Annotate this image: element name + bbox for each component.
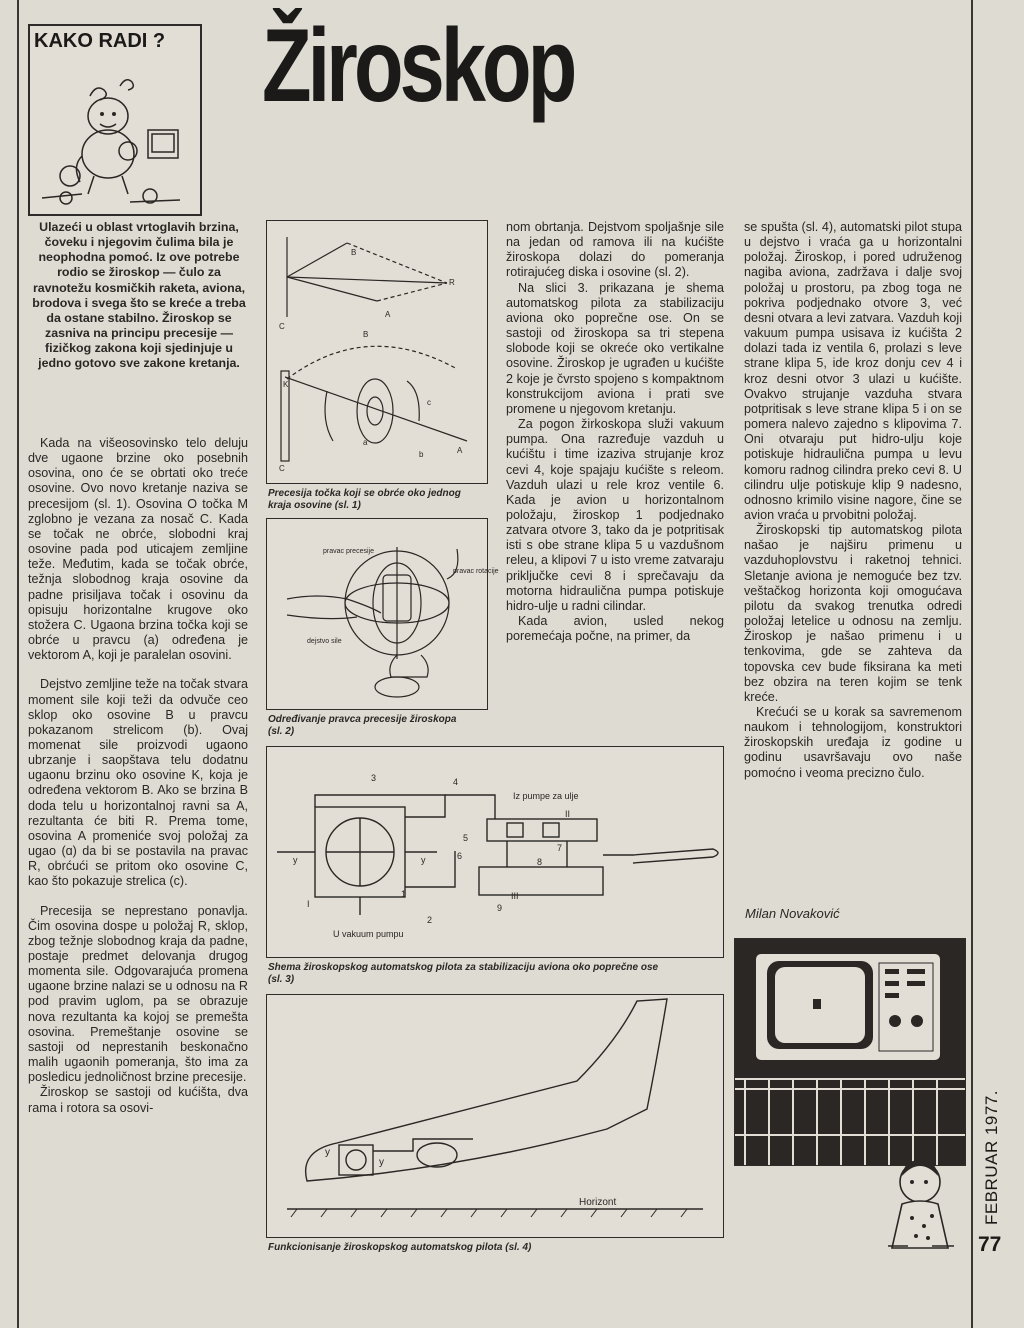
fig3-label: 6 — [457, 851, 463, 861]
fig3-label: 7 — [557, 843, 563, 853]
cartoon-box — [734, 938, 966, 1166]
col4-paragraph: Žiroskopski tip automatskog pilota našao je najširu primenu u vazduhoplovstvu i raketnoj tehnici. Sletanje aviona je nemoguće bez tzv. veštačkog horizonta koji omogućava pilotu da svakog trenutka odredi položaj letelice u odnosu na zemlju. Žiroskop je našao primenu i u tenkovima, gde se zahteva da topovska cev bude fiksirana ka meti bez obzira na teren kojim se tenk kreće. — [744, 523, 962, 704]
fig4-label: y — [379, 1157, 384, 1168]
issue-date: FEBRUAR 1977. — [982, 1090, 1001, 1225]
fig3-label: I — [307, 899, 310, 909]
col4-paragraph: Krećući se u korak sa savremenom naukom i tehnologijom, konstruktori žiroskopskih uređaja iz godine u godinu usavršavaju ovo naše pomoćno i veoma precizno čulo. — [744, 705, 962, 780]
fig1-label: K — [283, 380, 289, 389]
figure-2 — [266, 518, 499, 710]
fig3-label: 9 — [497, 903, 503, 913]
col1-paragraph: Dejstvo zemljine teže na točak stvara moment sile koji teži da odvuče ceo sklop oko osovine B u pravcu pokazanom strelicom (b). Ovaj momenat sile proizvodi ugaono ubrzanje i saopštava telu dodatnu ugaonu brzinu oko osovine K, koja je određena vektorom B. Ako se brzina B doda telu u horizontalnoj ravni sa A, rezultanta će biti R. Prema tome, osovina A promeniće svoj položaj za ugao (ɑ) da bi se postavila na pravac R, obrćući se pritom oko osovine C, kao što pokazuje strelica (c). — [28, 677, 248, 889]
figure-1-caption: Precesija točka koji se obrće oko jednog kraja osovine (sl. 1) — [268, 488, 461, 511]
tv-cartoon — [735, 939, 965, 1165]
author-byline: Milan Novaković — [745, 906, 840, 921]
fig3-label: III — [511, 891, 519, 901]
figure-4-caption: Funkcionisanje žiroskopskog automatskog pilota (sl. 4) — [268, 1242, 532, 1253]
fig3-label: Iz pumpe za ulje — [513, 791, 579, 801]
fig3-label: 5 — [463, 833, 469, 843]
col3-paragraph: nom obrtanja. Dejstvom spoljašnje sile na jedan od ramova ili na kućište žiroskopa dolazi do pomeranja rotirajućeg diska i osovine (sl. 2). — [506, 220, 724, 280]
figure-3 — [266, 746, 724, 958]
fig1-label: R — [449, 278, 455, 287]
column-3 — [506, 220, 724, 644]
col1-paragraph: Žiroskop se sastoji od kućišta, dva rama i rotora sa osovi- — [28, 1085, 248, 1115]
fig4-label: y — [325, 1147, 330, 1158]
fig1-label: A — [385, 310, 391, 319]
col1-paragraph: Precesija se neprestano ponavlja. Čim osovina dospe u položaj R, sklop, zbog težnje slobodnog kraja da padne, postaje predmet delovanja drugog momenta sile. Odgovarajuća promena ugaone brzine nalazi se u odnosu na R pod pravim uglom, pa se obrazuje nova rezultanta ka kojoj se premešta osovina. Premeštanje osovine se sastoji od neprestanih beskonačno malih ugaonih pomeranja, što ima za posledicu jednoličnost brzine precesije. — [28, 903, 248, 1085]
fig3-label: 2 — [427, 915, 433, 925]
col4-paragraph: se spušta (sl. 4), automatski pilot stupa u dejstvo i vraća ga u horizontalni položaj. Žiroskop, i pored udruženog nagiba aviona, zadržava i dalje svoj položaj u prostoru, pa zbog toga ne pokriva podjednako otvore 3, već desni otvara a levi zatvara. Vazduh koji vakuum pumpa usisava iz kućišta 2 dolazi tada iz ventila 6, prolazi s leve strane klipa 5, ide kroz donju cev 4 i kroz desni otvor 3 ulazi u kućište. Ovakvo strujanje vazduha stvara potpritisak s leve strane klipa 5 i on se pomera nalevo zajedno s klipovima 7. Oni otvaraju put hidro-ulju koje potiskuje hidraulična pumpa u levu komoru radnog cilindra preko cevi 8. U cilindru ulje potiskuje klip 9 nadesno, odnosno krimilo visine nagore, čine se avion vraća u prvobitni položaj. — [744, 220, 962, 522]
fig3-label: U vakuum pumpu — [333, 929, 404, 939]
figure-3-caption: Shema žiroskopskog automatskog pilota za stabilizaciju aviona oko poprečne ose (sl. 3) — [268, 962, 659, 985]
child-cartoon — [868, 1156, 968, 1256]
right-margin-rule — [971, 0, 973, 1328]
figure-4 — [266, 994, 724, 1238]
fig1-label: C — [279, 464, 285, 473]
fig3-label: y — [421, 855, 426, 865]
fig1-label: B — [363, 330, 369, 339]
fig3-label: II — [565, 809, 571, 819]
figure-1 — [266, 220, 488, 484]
fig1-label: c — [427, 398, 431, 407]
section-label: KAKO RADI ? — [34, 30, 166, 52]
fig2-label: pravac rotacije — [453, 568, 499, 575]
page-title: Žiroskop — [262, 8, 574, 124]
lead-paragraph: Ulazeći u oblast vrtoglavih brzina, čoveku i njegovim čulima bila je neophodna pomoć. Iz ove potrebe rodio se žiroskop — čulo za ravnotežu kosmičkih raketa, aviona, brodova i svega što se kreće a treba da ostane stabilno. Žiroskop se zasniva na principu precesije — fizičkog zakona koji sjedinjuje u jedno gotovo sve zakone kretanja. — [32, 220, 246, 371]
figure-2-caption: Određivanje pravca precesije žiroskopa (sl. 2) — [268, 714, 457, 737]
fig3-label: 4 — [453, 777, 459, 787]
left-margin-rule — [17, 0, 19, 1328]
fig4-label: Horizont — [579, 1197, 617, 1208]
col3-paragraph: Kada avion, usled nekog poremećaja počne, na primer, da — [506, 614, 724, 644]
col3-paragraph: Za pogon žirkoskopa služi vakuum pumpa. Ona razređuje vazduh u kućištu i time izaziva strujanje kroz cevi 4, koje spajaju kućište s releom. Vazduh ulazi u rele kroz ventile 6. Kada je avion u horizontalnom položaju, žiroskop 1 podjednako zatvara otvore 3, tako da je potpritisak isti s obe strane klipa 5 u vazdušnom releu, a klipovi 7 u isto vreme zatvaraju priključke cevi 8 i sprečavaju da motorna hidraulična pumpa potiskuje hidro-ulje u radni cilindar. — [506, 417, 724, 613]
fig2-label: dejstvo sile — [307, 638, 342, 645]
fig1-label: a — [363, 438, 368, 447]
fig1-label: C — [279, 322, 285, 331]
fig1-label: A — [457, 446, 463, 455]
fig3-label: 8 — [537, 857, 543, 867]
col3-paragraph: Na slici 3. prikazana je shema automatskog pilota za stabilizaciju aviona oko poprečne ose. On se sastoji od žiroskopa sa tri stepena slobode koji se okreće oko vertikalne osovine. Žiroskop je ugrađen u kućište 2 koje je čvrsto spojeno s kompaktnom konstrukcijom aviona i prati sve promene u njegovom kretanju. — [506, 280, 724, 416]
column-4 — [744, 220, 962, 781]
cartoon-illustration — [30, 26, 200, 214]
fig3-label: y — [293, 855, 298, 865]
fig1-label: B — [351, 248, 357, 257]
fig3-label: 3 — [371, 773, 377, 783]
page-number: 77 — [978, 1233, 1002, 1256]
fig2-label: pravac precesije — [323, 548, 374, 555]
fig3-label: 1 — [401, 889, 407, 899]
column-1 — [28, 436, 248, 1116]
fig1-label: b — [419, 450, 424, 459]
col1-paragraph: Kada na višeosovinsko telo deluju dve ugaone brzine oko posebnih osovina, ono će se obrtati oko treće osovine. Ovo novo kretanje naziva se precesijom (sl. 1). Osovina O točka M zglobno je vezana za nosač C. Kada se točak ne obrće, slobodni kraj osovine pada pod uticajem zemljine teže. Međutim, kada se točak obrće, težnja slobodnog kraja osovine da padne prisiljava točak i osovinu da opisuju horizontalne krugove oko stožera C. Ugaona brzina točka koji se obrće u pravcu (a) određena je vektorom A, koji je paralelan osovini. — [28, 436, 248, 663]
